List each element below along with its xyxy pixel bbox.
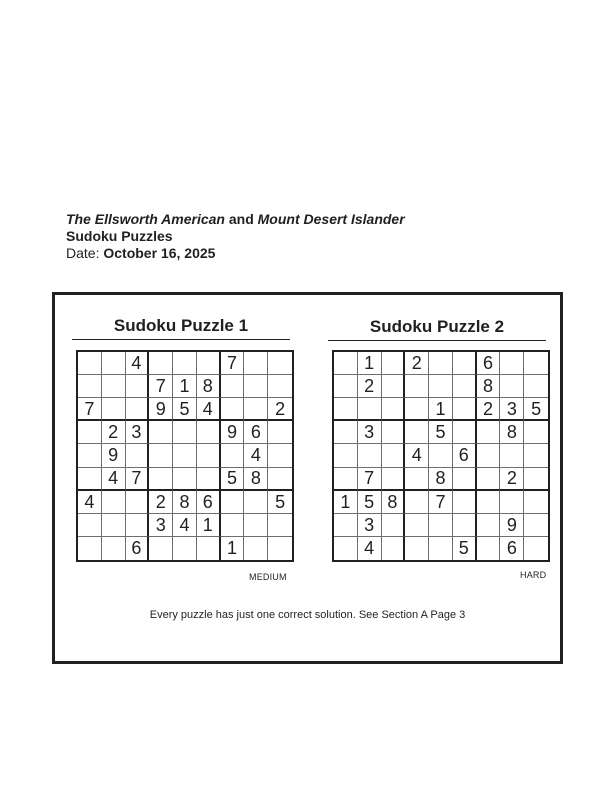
sudoku-cell — [197, 421, 221, 444]
sudoku-cell: 7 — [221, 352, 245, 375]
sudoku-cell — [78, 514, 102, 537]
sudoku-grid-2 — [332, 350, 550, 562]
sudoku-cell — [149, 468, 173, 491]
date-label: Date: — [66, 245, 100, 261]
sudoku-cell — [268, 537, 292, 560]
sudoku-cell — [221, 444, 245, 467]
sudoku-cell: 2 — [500, 468, 524, 491]
sudoku-cell: 5 — [358, 491, 382, 514]
sudoku-cell — [197, 468, 221, 491]
sudoku-cell: 6 — [453, 444, 477, 467]
sudoku-cell: 6 — [244, 421, 268, 444]
sudoku-cell — [334, 375, 358, 398]
sudoku-cell — [173, 468, 197, 491]
sudoku-cell — [453, 421, 477, 444]
sudoku-cell — [102, 398, 126, 421]
sudoku-cell: 7 — [429, 491, 453, 514]
sudoku-cell — [382, 537, 406, 560]
sudoku-cell — [382, 398, 406, 421]
sudoku-cell: 5 — [173, 398, 197, 421]
sudoku-cell — [382, 514, 406, 537]
sudoku-cell: 7 — [149, 375, 173, 398]
sudoku-cell — [268, 421, 292, 444]
sudoku-cell — [197, 444, 221, 467]
puzzle-1-difficulty: MEDIUM — [249, 572, 287, 582]
sudoku-cell — [429, 352, 453, 375]
sudoku-cell — [149, 421, 173, 444]
solution-note: Every puzzle has just one correct solution. See Section A Page 3 — [149, 609, 466, 621]
sudoku-cell: 4 — [244, 444, 268, 467]
sudoku-cell: 8 — [500, 421, 524, 444]
sudoku-cell — [524, 468, 548, 491]
sudoku-cell: 9 — [149, 398, 173, 421]
sudoku-cell — [268, 352, 292, 375]
sudoku-cell — [244, 352, 268, 375]
sudoku-cell: 8 — [244, 468, 268, 491]
sudoku-cell — [334, 421, 358, 444]
sudoku-cell — [358, 398, 382, 421]
puzzle-2-difficulty: HARD — [520, 570, 547, 580]
sudoku-cell — [149, 537, 173, 560]
sudoku-cell: 2 — [358, 375, 382, 398]
sudoku-cell — [334, 444, 358, 467]
sudoku-cell — [268, 514, 292, 537]
sudoku-cell — [244, 514, 268, 537]
sudoku-cell — [268, 375, 292, 398]
sudoku-cell: 4 — [405, 444, 429, 467]
sudoku-cell — [477, 514, 501, 537]
sudoku-cell: 8 — [382, 491, 406, 514]
sudoku-cell — [102, 491, 126, 514]
sudoku-cell — [221, 491, 245, 514]
sudoku-cell — [334, 537, 358, 560]
page-header — [66, 211, 405, 262]
publication-name-1: The Ellsworth American — [66, 211, 225, 227]
sudoku-cell — [524, 444, 548, 467]
sudoku-cell — [500, 444, 524, 467]
sudoku-cell: 8 — [197, 375, 221, 398]
sudoku-cell: 9 — [102, 444, 126, 467]
sudoku-cell — [197, 352, 221, 375]
sudoku-cell — [405, 398, 429, 421]
sudoku-cell — [102, 375, 126, 398]
sudoku-cell — [102, 352, 126, 375]
sudoku-cell: 8 — [173, 491, 197, 514]
sudoku-cell — [405, 468, 429, 491]
sudoku-cell: 4 — [197, 398, 221, 421]
sudoku-cell — [358, 444, 382, 467]
sudoku-cell: 3 — [126, 421, 150, 444]
sudoku-cell: 2 — [268, 398, 292, 421]
puzzle-2-title: Sudoku Puzzle 2 — [328, 317, 546, 341]
sudoku-cell: 3 — [500, 398, 524, 421]
sudoku-cell: 8 — [429, 468, 453, 491]
sudoku-cell — [149, 444, 173, 467]
sudoku-cell — [78, 375, 102, 398]
sudoku-cell — [382, 421, 406, 444]
sudoku-cell — [524, 421, 548, 444]
sudoku-cell — [102, 514, 126, 537]
sudoku-cell — [477, 444, 501, 467]
sudoku-cell: 2 — [405, 352, 429, 375]
sudoku-cell: 6 — [477, 352, 501, 375]
sudoku-cell: 5 — [429, 421, 453, 444]
puzzle-1-title: Sudoku Puzzle 1 — [72, 316, 290, 340]
sudoku-cell — [197, 537, 221, 560]
sudoku-cell — [149, 352, 173, 375]
sudoku-cell — [453, 352, 477, 375]
sudoku-cell: 6 — [126, 537, 150, 560]
sudoku-cell — [453, 491, 477, 514]
publication-conjunction: and — [228, 211, 254, 227]
sudoku-cell: 2 — [477, 398, 501, 421]
sudoku-cell: 1 — [221, 537, 245, 560]
sudoku-cell — [524, 375, 548, 398]
sudoku-cell: 3 — [358, 514, 382, 537]
sudoku-cell — [78, 444, 102, 467]
sudoku-cell: 4 — [78, 491, 102, 514]
sudoku-cell — [78, 537, 102, 560]
sudoku-cell — [126, 491, 150, 514]
sudoku-cell — [382, 468, 406, 491]
sudoku-cell — [429, 514, 453, 537]
sudoku-cell: 1 — [197, 514, 221, 537]
sudoku-cell: 9 — [221, 421, 245, 444]
sudoku-cell — [382, 375, 406, 398]
sudoku-cell: 7 — [358, 468, 382, 491]
publication-line — [66, 211, 405, 228]
sudoku-cell — [173, 421, 197, 444]
sudoku-cell — [453, 514, 477, 537]
sudoku-cell — [405, 514, 429, 537]
sudoku-cell: 7 — [126, 468, 150, 491]
sudoku-cell — [334, 514, 358, 537]
sudoku-cell — [334, 352, 358, 375]
sudoku-cell — [334, 468, 358, 491]
sudoku-cell — [382, 352, 406, 375]
date-value: October 16, 2025 — [103, 245, 216, 261]
sudoku-cell — [173, 352, 197, 375]
sudoku-cell — [524, 514, 548, 537]
sudoku-cell — [524, 352, 548, 375]
sudoku-cell — [268, 444, 292, 467]
sudoku-cell: 4 — [173, 514, 197, 537]
sudoku-cell: 5 — [524, 398, 548, 421]
sudoku-cell — [102, 537, 126, 560]
sudoku-cell — [334, 398, 358, 421]
sudoku-cell — [405, 375, 429, 398]
sudoku-cell — [477, 421, 501, 444]
sudoku-cell — [382, 444, 406, 467]
sudoku-cell — [221, 514, 245, 537]
sudoku-cell — [500, 375, 524, 398]
sudoku-cell: 9 — [500, 514, 524, 537]
sudoku-cell — [453, 468, 477, 491]
sudoku-cell — [477, 468, 501, 491]
sudoku-cell: 8 — [477, 375, 501, 398]
sudoku-cell — [524, 491, 548, 514]
sudoku-cell — [268, 468, 292, 491]
sudoku-cell: 7 — [78, 398, 102, 421]
sudoku-cell: 6 — [197, 491, 221, 514]
sudoku-cell — [453, 375, 477, 398]
sudoku-cell: 1 — [429, 398, 453, 421]
sudoku-cell — [78, 468, 102, 491]
sudoku-cell: 2 — [149, 491, 173, 514]
sudoku-cell — [429, 444, 453, 467]
sudoku-cell — [429, 375, 453, 398]
sudoku-cell: 1 — [173, 375, 197, 398]
puzzle-panel — [52, 292, 563, 664]
sudoku-cell: 3 — [358, 421, 382, 444]
sudoku-cell — [477, 537, 501, 560]
sudoku-cell: 2 — [102, 421, 126, 444]
date-line — [66, 245, 405, 262]
sudoku-cell — [173, 537, 197, 560]
sudoku-cell — [453, 398, 477, 421]
sudoku-cell — [429, 537, 453, 560]
sudoku-grid-1 — [76, 350, 294, 562]
sudoku-cell — [126, 398, 150, 421]
sudoku-cell — [78, 421, 102, 444]
page-subtitle: Sudoku Puzzles — [66, 228, 173, 244]
sudoku-cell: 1 — [358, 352, 382, 375]
sudoku-cell: 1 — [334, 491, 358, 514]
sudoku-cell — [477, 491, 501, 514]
sudoku-cell: 5 — [268, 491, 292, 514]
sudoku-cell — [405, 537, 429, 560]
sudoku-cell — [173, 444, 197, 467]
sudoku-cell: 4 — [126, 352, 150, 375]
sudoku-cell — [78, 352, 102, 375]
sudoku-cell: 5 — [221, 468, 245, 491]
sudoku-cell — [405, 491, 429, 514]
sudoku-cell — [500, 491, 524, 514]
sudoku-cell — [405, 421, 429, 444]
sudoku-cell — [524, 537, 548, 560]
sudoku-cell: 3 — [149, 514, 173, 537]
sudoku-cell — [126, 444, 150, 467]
sudoku-cell — [244, 491, 268, 514]
sudoku-cell — [244, 537, 268, 560]
sudoku-cell: 4 — [102, 468, 126, 491]
sudoku-cell — [500, 352, 524, 375]
sudoku-cell — [126, 514, 150, 537]
sudoku-cell — [221, 398, 245, 421]
sudoku-cell: 6 — [500, 537, 524, 560]
sudoku-cell — [244, 398, 268, 421]
sudoku-cell — [244, 375, 268, 398]
sudoku-cell — [221, 375, 245, 398]
sudoku-cell: 4 — [358, 537, 382, 560]
sudoku-cell — [126, 375, 150, 398]
sudoku-cell: 5 — [453, 537, 477, 560]
publication-name-2: Mount Desert Islander — [257, 211, 405, 227]
